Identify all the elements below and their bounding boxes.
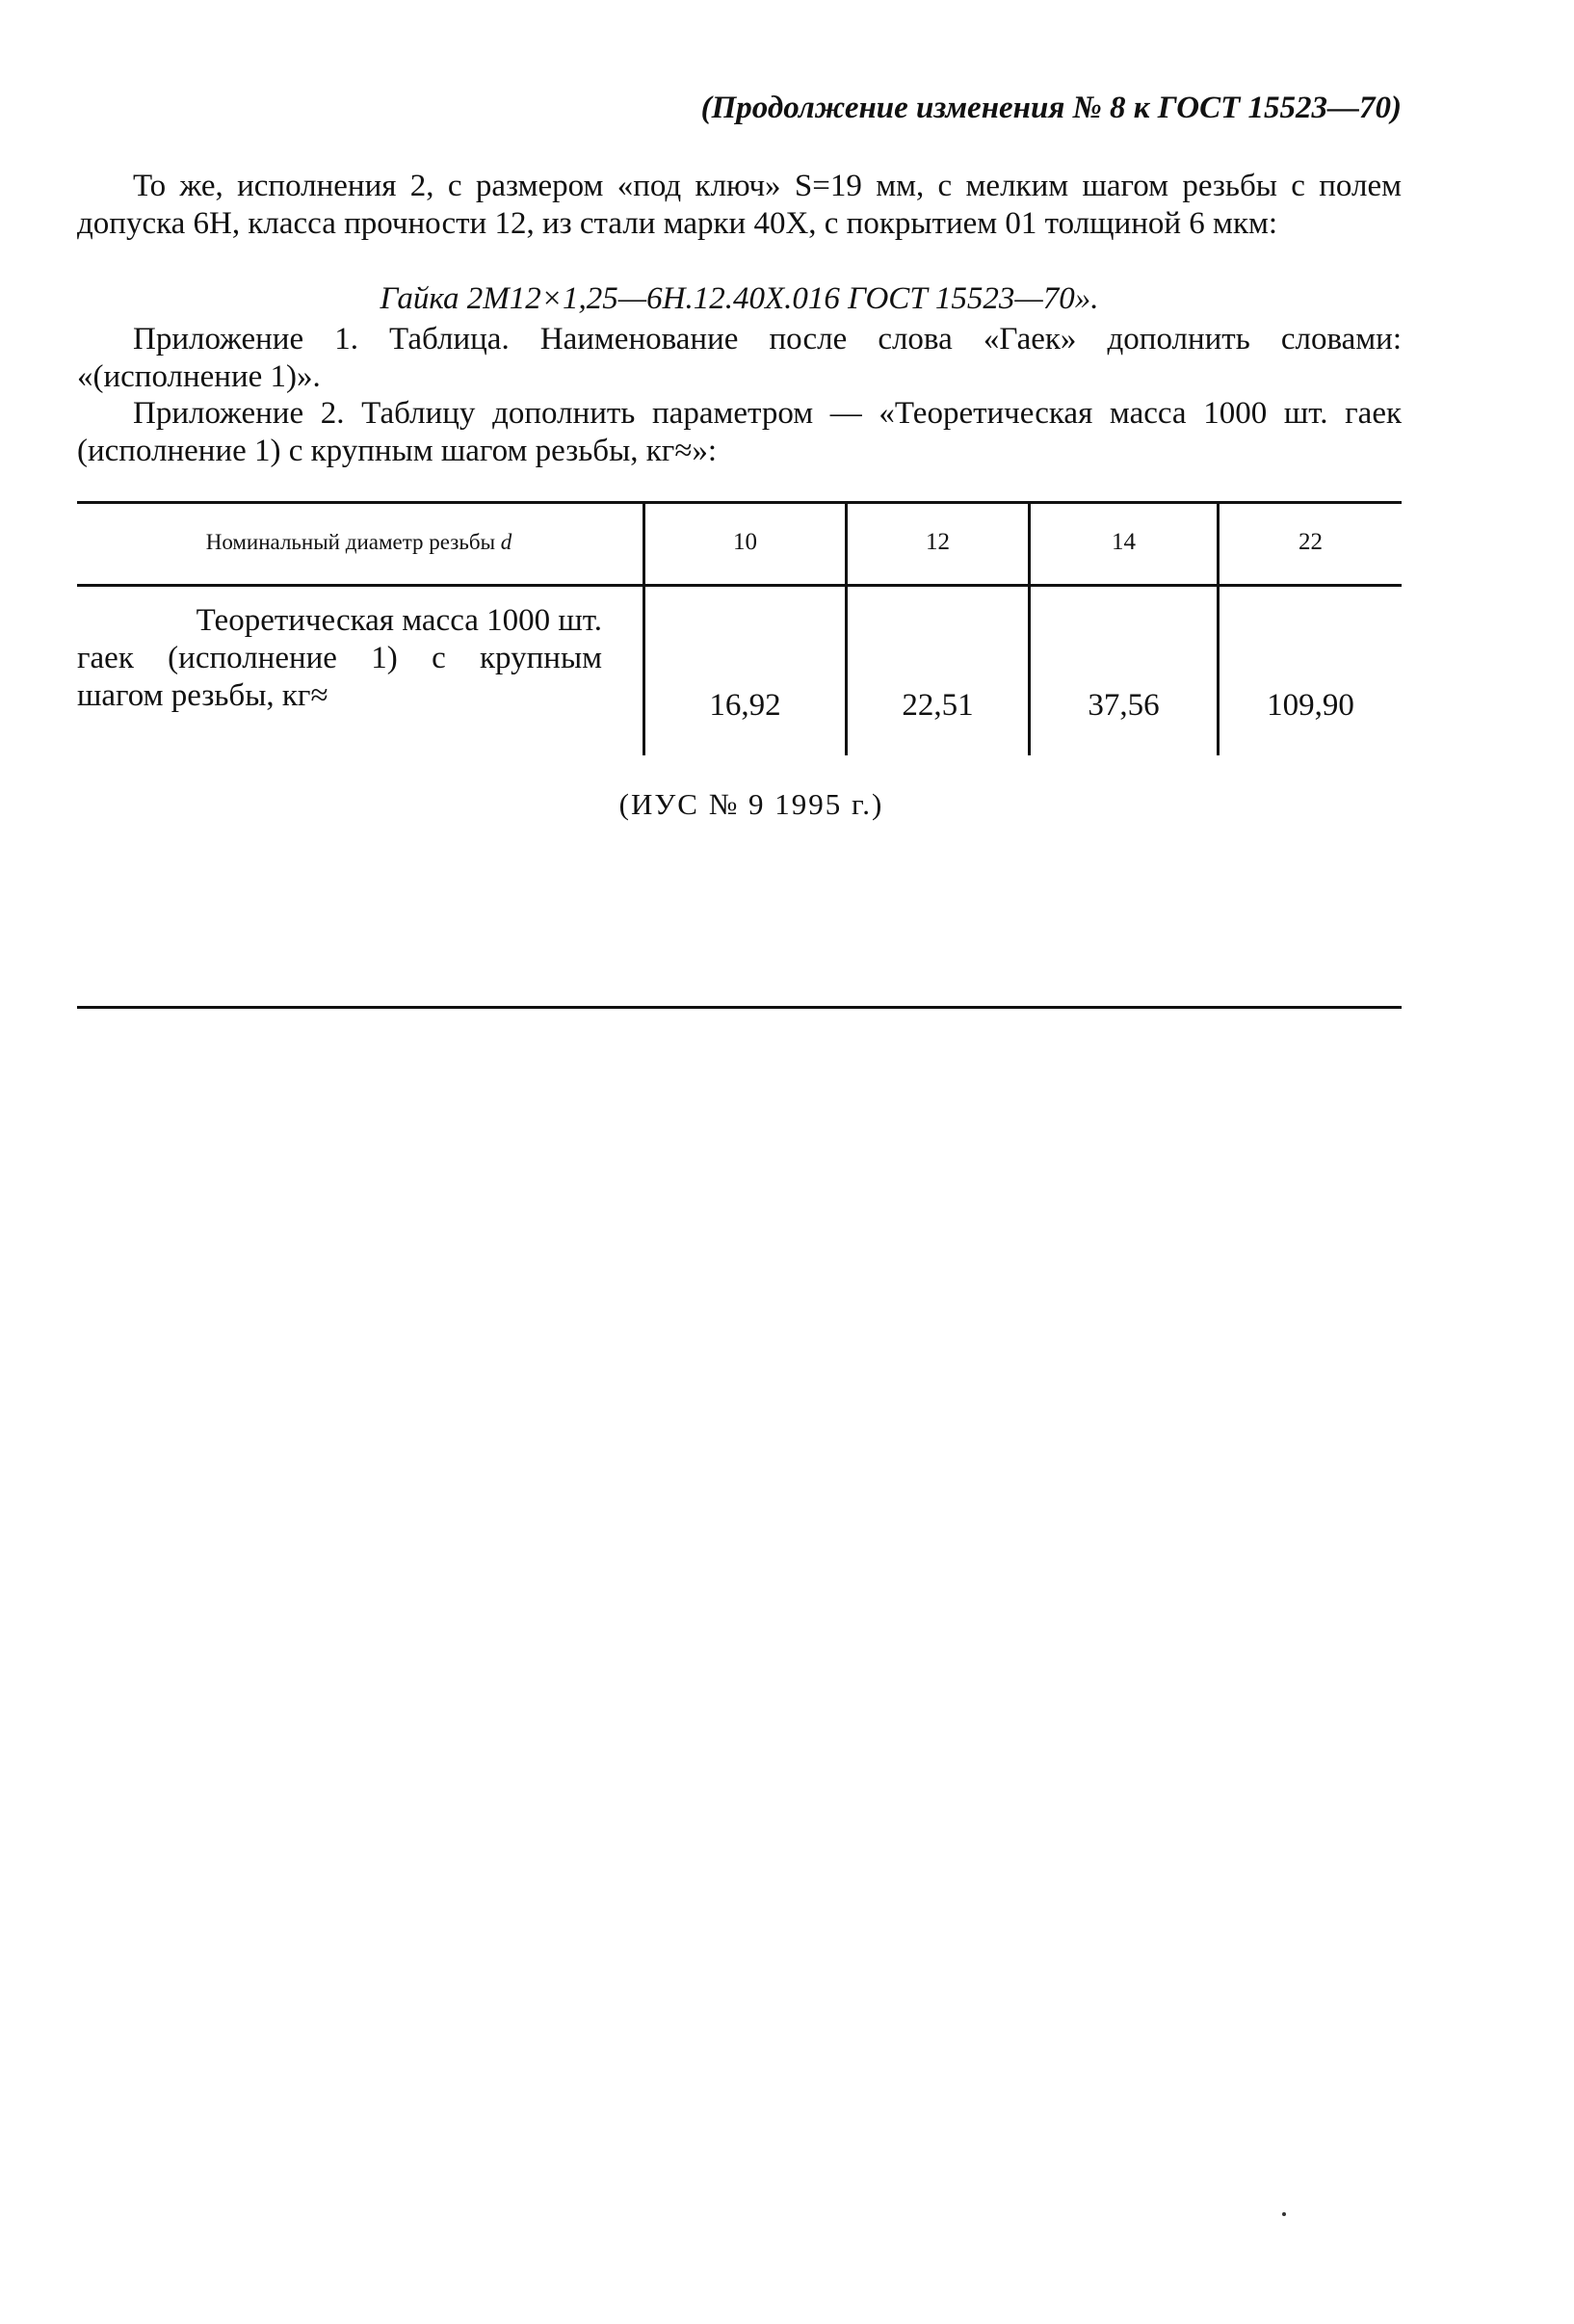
- table-header-cell: 10: [733, 529, 757, 555]
- table-row-label: [77, 602, 602, 715]
- source-note: (ИУС № 9 1995 г.): [618, 787, 884, 821]
- table-row-label-line: Теоретическая масса 1000 шт.: [196, 603, 602, 638]
- table-header-label: [77, 527, 641, 558]
- table-top-rule: [77, 501, 1402, 504]
- paragraph-appendix-2: [77, 395, 1402, 470]
- table-cell: 109,90: [1267, 688, 1354, 723]
- table-row-label-line: гаек (исполнение 1) с крупным: [77, 641, 602, 675]
- table-header-cell: 14: [1112, 529, 1136, 555]
- bottom-rule: [77, 1006, 1402, 1009]
- paragraph-appendix-1-text: Приложение 1. Таблица. Наименование после слова «Гаек» дополнить словами: «(исполнение 1)».: [77, 322, 1402, 394]
- table-cell: 37,56: [1088, 688, 1160, 723]
- table-row-label-line: шагом резьбы, кг≈: [77, 678, 328, 713]
- table-cell: 16,92: [709, 688, 781, 723]
- table-header-cell: 12: [926, 529, 950, 555]
- continuation-header: (Продолжение изменения № 8 к ГОСТ 15523—70): [700, 91, 1402, 125]
- table-header-rule: [77, 584, 1402, 587]
- table-header-symbol: d: [500, 530, 512, 554]
- paragraph-example-text: То же, исполнения 2, с размером «под ключ» S=19 мм, с мелким шагом резьбы с полем допуска 6H, класса прочности 12, из стали марки 40Х, с покрытием 01 толщиной 6 мкм:: [77, 169, 1402, 241]
- speck: [1282, 2212, 1286, 2216]
- paragraph-appendix-2-text: Приложение 2. Таблицу дополнить параметром — «Теоретическая масса 1000 шт. гаек (исполнение 1) с крупным шагом резьбы, кг≈»:: [77, 396, 1402, 468]
- table-cell: 22,51: [902, 688, 974, 723]
- paragraph-example: [77, 168, 1402, 243]
- table-header-label-text: Номинальный диаметр резьбы: [205, 530, 496, 554]
- table-header-cell: 22: [1299, 529, 1323, 555]
- product-designation: Гайка 2M12×1,25—6H.12.40Х.016 ГОСТ 15523—70».: [380, 281, 1099, 316]
- paragraph-appendix-1: [77, 321, 1402, 396]
